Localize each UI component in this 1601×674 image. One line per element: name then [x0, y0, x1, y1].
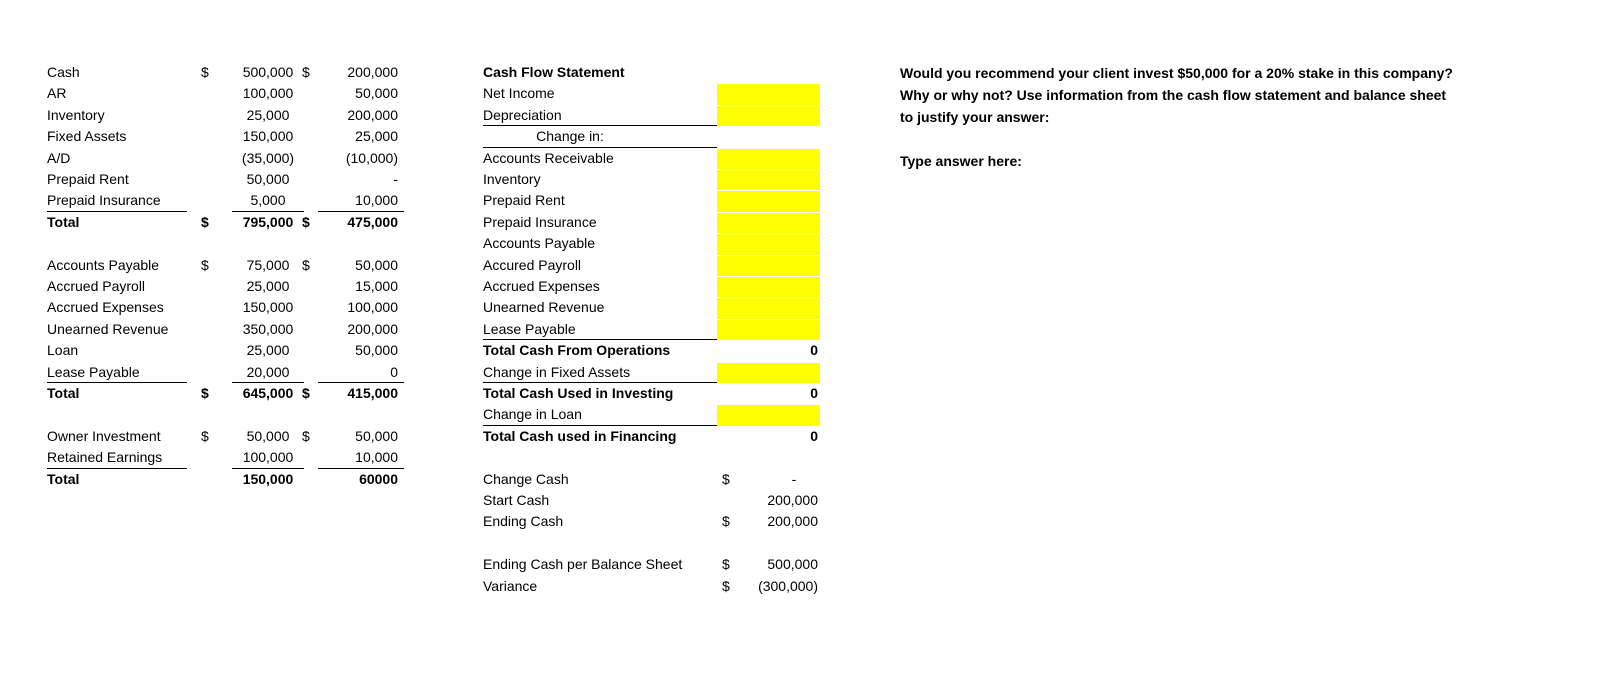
bs-assets-value-2[interactable]: 10,000 — [318, 190, 404, 211]
bs-liabilities-dollar[interactable] — [201, 319, 215, 340]
answer-prompt[interactable]: Type answer here: — [900, 153, 1022, 169]
bs-liabilities-label[interactable]: Accounts Payable — [47, 256, 160, 273]
cf-variance-label[interactable]: Variance — [483, 577, 538, 594]
cf-accrued-payroll-label[interactable]: Accured Payroll — [483, 256, 582, 273]
cf-ar-input-cell[interactable] — [717, 149, 820, 169]
question-line-2: Why or why not? Use information from the cash flow statement and balance sheet — [900, 87, 1447, 103]
bs-equity-dollar[interactable] — [201, 447, 215, 468]
bs-liabilities-value-2[interactable]: 200,000 — [347, 320, 398, 337]
cf-accrued-expenses-input-cell[interactable] — [717, 277, 820, 297]
bs-liabilities-dollar-2[interactable] — [302, 297, 316, 318]
cf-ending-bs-label[interactable]: Ending Cash per Balance Sheet — [483, 556, 683, 573]
bs-assets-label[interactable]: Fixed Assets — [47, 128, 127, 145]
bs-equity-value-1[interactable]: 50,000 — [246, 427, 290, 444]
cf-variance-dollar[interactable]: $ — [722, 577, 730, 594]
bs-assets-dollar-2[interactable] — [302, 148, 316, 169]
bs-liabilities-label[interactable]: Lease Payable — [47, 362, 187, 383]
bs-equity-dollar-2[interactable] — [302, 469, 316, 490]
cf-change-loan-input-cell[interactable] — [717, 405, 820, 425]
bs-assets-dollar[interactable] — [201, 126, 215, 147]
bs-liabilities-label[interactable]: Accrued Expenses — [47, 299, 164, 316]
bs-assets-value-2[interactable]: 200,000 — [347, 64, 398, 80]
bs-liabilities-label[interactable]: Total — [47, 385, 80, 401]
cf-title-label[interactable]: Cash Flow Statement — [483, 64, 625, 80]
bs-liabilities-value-2[interactable]: 50,000 — [355, 342, 398, 359]
cf-net-income-label[interactable]: Net Income — [483, 85, 555, 102]
bs-equity-dollar-2[interactable]: $ — [302, 427, 310, 444]
cf-depreciation-input-cell[interactable] — [717, 106, 820, 126]
bs-assets-dollar-2[interactable]: $ — [302, 64, 310, 80]
cf-accounts-payable-input-cell[interactable] — [717, 234, 820, 254]
bs-assets-value-1[interactable]: 50,000 — [246, 171, 290, 187]
question-line-3: to justify your answer: — [900, 109, 1050, 125]
cf-unearned-revenue-label[interactable]: Unearned Revenue — [483, 299, 605, 316]
bs-equity-dollar[interactable] — [201, 469, 215, 490]
bs-assets-dollar[interactable] — [201, 148, 215, 169]
bs-assets-value-2[interactable]: 25,000 — [355, 128, 398, 145]
bs-assets-dollar-2[interactable] — [302, 83, 316, 104]
bs-liabilities-dollar-2[interactable] — [302, 362, 316, 383]
cf-total-financing-value[interactable]: 0 — [810, 427, 818, 444]
bs-assets-value-1[interactable]: 25,000 — [246, 106, 290, 123]
bs-liabilities-dollar[interactable] — [201, 276, 215, 297]
bs-equity-dollar-2[interactable] — [302, 447, 316, 468]
cf-start-cash-label[interactable]: Start Cash — [483, 492, 550, 508]
bs-liabilities-value-2[interactable]: 100,000 — [347, 299, 398, 316]
cf-total-ops-label[interactable]: Total Cash From Operations — [483, 342, 671, 359]
cf-ending-cash-value[interactable]: 200,000 — [767, 513, 818, 530]
bs-assets-value-1[interactable]: 500,000 — [242, 64, 294, 80]
bs-equity-label[interactable]: Owner Investment — [47, 427, 161, 444]
cf-prepaid-insurance-label[interactable]: Prepaid Insurance — [483, 213, 597, 230]
bs-liabilities-value-2[interactable]: 15,000 — [355, 278, 398, 294]
bs-assets-dollar-2[interactable] — [302, 190, 316, 211]
bs-equity-value-1[interactable]: 150,000 — [242, 470, 294, 487]
bs-equity-label[interactable]: Total — [47, 470, 80, 487]
bs-assets-value-2[interactable]: 200,000 — [347, 106, 398, 123]
bs-assets-dollar-2[interactable] — [302, 169, 316, 190]
bs-assets-label[interactable]: Prepaid Insurance — [47, 190, 187, 211]
bs-equity-label[interactable]: Retained Earnings — [47, 447, 187, 468]
cf-lease-payable-input-cell[interactable] — [717, 320, 820, 340]
bs-liabilities-dollar[interactable]: $ — [201, 256, 209, 273]
bs-assets-value-2[interactable]: (10,000) — [345, 149, 398, 166]
cf-ending-bs-value[interactable]: 500,000 — [767, 556, 818, 573]
bs-assets-value-1[interactable]: 5,000 — [232, 190, 304, 211]
bs-liabilities-value-1[interactable]: 350,000 — [242, 320, 294, 337]
bs-liabilities-value-1[interactable]: 75,000 — [246, 256, 290, 273]
cf-ending-bs-dollar[interactable]: $ — [722, 556, 730, 573]
bs-liabilities-dollar-2[interactable]: $ — [302, 385, 310, 401]
cf-start-cash-value[interactable]: 200,000 — [767, 492, 818, 508]
cf-ending-cash-label[interactable]: Ending Cash — [483, 513, 564, 530]
cf-depreciation-label[interactable]: Depreciation — [483, 105, 717, 126]
cf-lease-payable-label[interactable]: Lease Payable — [483, 319, 717, 340]
cf-change-in-label[interactable]: Change in: — [483, 126, 717, 147]
bs-assets-value-1[interactable]: (35,000) — [241, 149, 295, 166]
cf-change-fixed-label[interactable]: Change in Fixed Assets — [483, 362, 717, 383]
cf-accounts-payable-label[interactable]: Accounts Payable — [483, 235, 596, 252]
bs-equity-value-2[interactable]: 60000 — [359, 470, 398, 487]
cf-change-loan-label[interactable]: Change in Loan — [483, 404, 717, 425]
cf-total-investing-label[interactable]: Total Cash Used in Investing — [483, 385, 674, 401]
question-line-1: Would you recommend your client invest $50,000 for a 20% stake in this company? — [900, 65, 1453, 81]
cf-change-cash-dollar[interactable]: $ — [722, 470, 730, 487]
bs-liabilities-dollar-2[interactable] — [302, 319, 316, 340]
bs-equity-value-2[interactable]: 50,000 — [355, 427, 398, 444]
cf-prepaid-insurance-input-cell[interactable] — [717, 213, 820, 233]
bs-liabilities-dollar[interactable] — [201, 340, 215, 361]
bs-assets-dollar[interactable]: $ — [201, 213, 209, 230]
bs-assets-label[interactable]: A/D — [47, 149, 71, 166]
bs-liabilities-value-2[interactable]: 0 — [318, 362, 404, 383]
cf-variance-value[interactable]: (300,000) — [758, 577, 818, 594]
bs-assets-value-2[interactable]: 475,000 — [347, 213, 398, 230]
bs-liabilities-value-2[interactable]: 415,000 — [347, 385, 398, 401]
bs-assets-label[interactable]: Cash — [47, 64, 80, 80]
bs-assets-dollar[interactable] — [201, 190, 215, 211]
bs-equity-dollar[interactable]: $ — [201, 427, 209, 444]
bs-liabilities-value-2[interactable]: 50,000 — [355, 256, 398, 273]
cf-total-financing-label[interactable]: Total Cash used in Financing — [483, 427, 677, 444]
cf-prepaid-rent-input-cell[interactable] — [717, 191, 820, 211]
cf-accrued-expenses-label[interactable]: Accrued Expenses — [483, 278, 600, 294]
bs-liabilities-dollar[interactable] — [201, 297, 215, 318]
bs-assets-dollar[interactable] — [201, 83, 215, 104]
bs-liabilities-dollar[interactable] — [201, 362, 215, 383]
cf-ar-label[interactable]: Accounts Receivable — [483, 149, 614, 166]
bs-liabilities-value-1[interactable]: 25,000 — [246, 342, 290, 359]
bs-liabilities-label[interactable]: Loan — [47, 342, 79, 359]
bs-liabilities-dollar[interactable]: $ — [201, 385, 209, 401]
cf-total-ops-value[interactable]: 0 — [810, 342, 818, 359]
bs-liabilities-dollar-2[interactable]: $ — [302, 256, 310, 273]
bs-liabilities-value-1[interactable]: 645,000 — [242, 385, 294, 401]
bs-assets-value-1[interactable]: 100,000 — [242, 85, 294, 102]
bs-liabilities-value-1[interactable]: 25,000 — [246, 278, 290, 294]
bs-liabilities-value-1[interactable]: 150,000 — [242, 299, 294, 316]
cf-net-income-input-cell[interactable] — [717, 84, 820, 104]
cf-change-fixed-input-cell[interactable] — [717, 363, 820, 383]
bs-assets-label[interactable]: AR — [47, 85, 67, 102]
bs-assets-label[interactable]: Inventory — [47, 106, 105, 123]
cf-change-cash-label[interactable]: Change Cash — [483, 470, 569, 487]
cf-total-investing-value[interactable]: 0 — [810, 385, 818, 401]
cf-prepaid-rent-label[interactable]: Prepaid Rent — [483, 192, 565, 209]
bs-equity-value-2[interactable]: 10,000 — [318, 447, 404, 468]
bs-liabilities-dollar-2[interactable] — [302, 340, 316, 361]
bs-assets-dollar-2[interactable] — [302, 126, 316, 147]
bs-assets-dollar-2[interactable]: $ — [302, 213, 310, 230]
bs-assets-label[interactable]: Total — [47, 213, 80, 230]
bs-equity-value-1[interactable]: 100,000 — [232, 447, 304, 468]
bs-assets-value-2[interactable]: - — [393, 171, 398, 187]
bs-assets-label[interactable]: Prepaid Rent — [47, 171, 129, 187]
bs-liabilities-label[interactable]: Unearned Revenue — [47, 320, 169, 337]
bs-liabilities-value-1[interactable]: 20,000 — [232, 362, 304, 383]
question-block — [900, 62, 1453, 128]
cf-inventory-input-cell[interactable] — [717, 170, 820, 190]
cf-inventory-label[interactable]: Inventory — [483, 171, 541, 187]
bs-assets-dollar-2[interactable] — [302, 105, 316, 126]
bs-assets-value-1[interactable]: 795,000 — [242, 213, 294, 230]
bs-assets-dollar[interactable]: $ — [201, 64, 209, 80]
cf-change-cash-value[interactable]: - — [791, 470, 797, 487]
bs-assets-value-1[interactable]: 150,000 — [242, 128, 294, 145]
cf-accrued-payroll-input-cell[interactable] — [717, 256, 820, 276]
bs-assets-dollar[interactable] — [201, 169, 215, 190]
cf-unearned-revenue-input-cell[interactable] — [717, 298, 820, 318]
cf-ending-cash-dollar[interactable]: $ — [722, 513, 730, 530]
bs-assets-value-2[interactable]: 50,000 — [355, 85, 398, 102]
bs-assets-dollar[interactable] — [201, 105, 215, 126]
bs-liabilities-dollar-2[interactable] — [302, 276, 316, 297]
bs-liabilities-label[interactable]: Accrued Payroll — [47, 278, 146, 294]
